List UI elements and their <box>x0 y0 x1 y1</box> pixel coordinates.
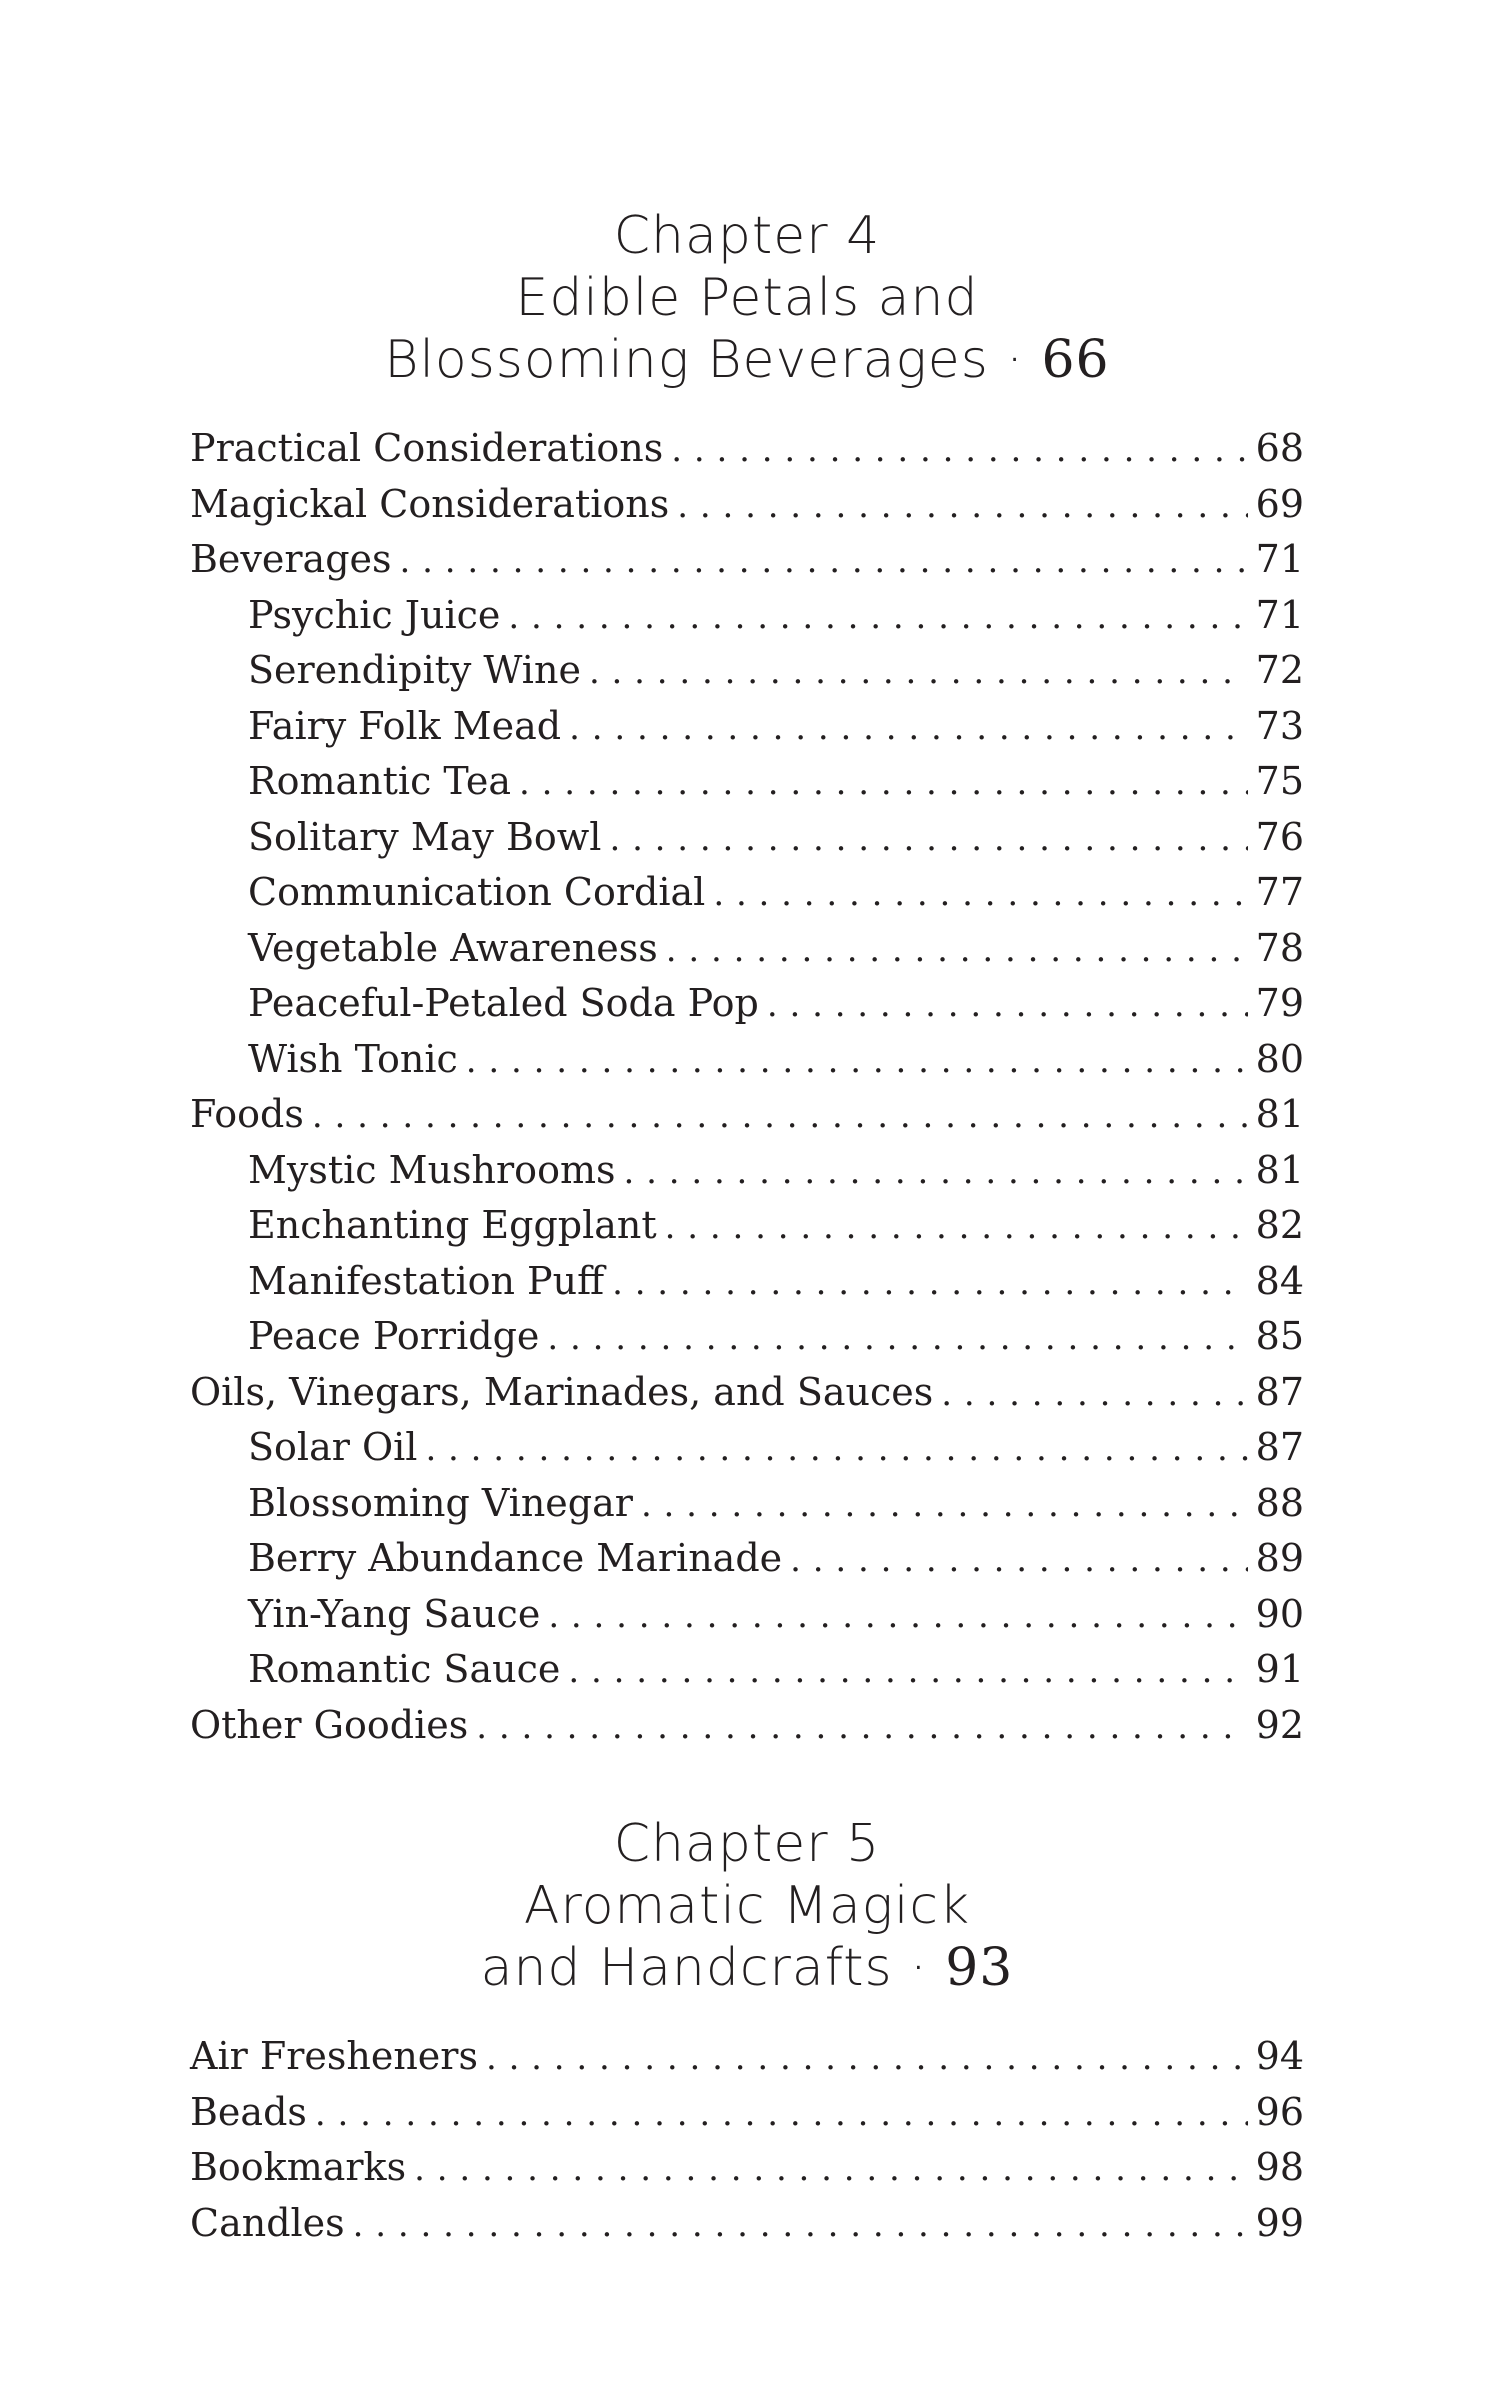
toc-entry-label: Oils, Vinegars, Marinades, and Sauces <box>190 1369 934 1414</box>
toc-entry <box>190 532 1304 588</box>
toc-page <box>190 205 1304 2251</box>
toc-entry-page: 84 <box>1255 1258 1304 1303</box>
toc-entry-page: 98 <box>1255 2145 1304 2189</box>
toc-entry-label: Solar Oil <box>248 1425 418 1469</box>
toc-entry <box>190 588 1304 644</box>
dot-leader <box>414 2142 1248 2197</box>
toc-entry-page: 94 <box>1255 2034 1304 2078</box>
toc-entry-page: 91 <box>1255 1647 1304 1691</box>
chapter-4-title-line-2 <box>190 329 1304 391</box>
chapter-4-title-line-1: Edible Petals and <box>515 268 979 328</box>
toc-entry-label: Yin-Yang Sauce <box>248 1591 541 1636</box>
toc-entry-page: 69 <box>1255 481 1304 526</box>
toc-entry-page: 85 <box>1255 1314 1304 1358</box>
chapter-4-separator: · <box>1006 330 1024 390</box>
dot-leader <box>941 1367 1247 1422</box>
dot-leader <box>641 1478 1248 1533</box>
toc-entry-page: 92 <box>1255 1702 1304 1747</box>
toc-entry-label: Candles <box>190 2200 345 2245</box>
chapter-5-number: Chapter 5 <box>613 1814 881 1874</box>
toc-entry-label: Peaceful-Petaled Soda Pop <box>248 981 759 1025</box>
toc-entry-page: 71 <box>1255 537 1304 581</box>
toc-entry <box>190 754 1304 810</box>
toc-entry-page: 75 <box>1255 759 1304 803</box>
toc-entry <box>190 421 1304 477</box>
toc-entry-page: 73 <box>1255 703 1304 748</box>
toc-entry-page: 90 <box>1255 1591 1304 1636</box>
toc-entry <box>190 1365 1304 1421</box>
dot-leader <box>569 701 1248 756</box>
toc-entry-label: Beverages <box>190 537 392 581</box>
toc-entry-page: 79 <box>1255 981 1304 1025</box>
toc-entry <box>190 2029 1304 2085</box>
chapter-5-entries <box>190 2029 1304 2251</box>
dot-leader <box>623 1145 1247 1200</box>
dot-leader <box>400 534 1248 589</box>
dot-leader <box>767 978 1248 1033</box>
chapter-4-page: 66 <box>1041 330 1110 390</box>
toc-entry-page: 76 <box>1255 814 1304 859</box>
dot-leader <box>568 1644 1247 1699</box>
dot-leader <box>665 1200 1248 1255</box>
toc-entry-label: Romantic Tea <box>248 759 511 803</box>
toc-entry-label: Foods <box>190 1092 304 1136</box>
toc-entry-page: 88 <box>1255 1480 1304 1525</box>
dot-leader <box>589 645 1248 700</box>
toc-entry <box>190 921 1304 977</box>
toc-entry <box>190 1087 1304 1143</box>
toc-entry-page: 87 <box>1255 1369 1304 1414</box>
dot-leader <box>609 812 1247 867</box>
dot-leader <box>713 867 1247 922</box>
toc-entry <box>190 810 1304 866</box>
toc-entry-page: 77 <box>1255 870 1304 914</box>
toc-entry <box>190 1143 1304 1199</box>
dot-leader <box>466 1034 1248 1089</box>
toc-entry-label: Practical Considerations <box>190 426 664 470</box>
toc-entry-page: 96 <box>1255 2089 1304 2134</box>
toc-entry <box>190 1476 1304 1532</box>
chapter-5-title-line-2 <box>190 1937 1304 1999</box>
toc-entry-page: 72 <box>1255 648 1304 692</box>
chapter-4-entries <box>190 421 1304 1753</box>
toc-entry-label: Communication Cordial <box>248 870 706 914</box>
toc-entry-label: Wish Tonic <box>248 1036 458 1081</box>
toc-entry-label: Bookmarks <box>190 2145 407 2189</box>
dot-leader <box>790 1533 1248 1588</box>
toc-entry-page: 71 <box>1255 592 1304 637</box>
toc-entry-label: Solitary May Bowl <box>248 814 602 859</box>
chapter-5-title-text: and Handcrafts <box>480 1938 893 1998</box>
toc-entry-label: Vegetable Awareness <box>248 925 658 970</box>
toc-entry-label: Berry Abundance Marinade <box>248 1536 783 1580</box>
toc-entry-label: Psychic Juice <box>248 592 501 637</box>
toc-entry-label: Fairy Folk Mead <box>248 703 562 748</box>
toc-entry <box>190 1531 1304 1587</box>
toc-entry <box>190 2085 1304 2141</box>
toc-entry <box>190 1420 1304 1476</box>
toc-entry-page: 68 <box>1255 426 1304 470</box>
toc-entry <box>190 1309 1304 1365</box>
toc-entry <box>190 2196 1304 2252</box>
toc-entry <box>190 643 1304 699</box>
toc-entry <box>190 2140 1304 2196</box>
toc-entry <box>190 477 1304 533</box>
toc-entry <box>190 1032 1304 1088</box>
toc-entry-label: Serendipity Wine <box>248 648 581 692</box>
dot-leader <box>425 1422 1247 1477</box>
dot-leader <box>486 2031 1248 2086</box>
toc-entry-page: 81 <box>1255 1092 1304 1136</box>
toc-entry-label: Romantic Sauce <box>248 1647 561 1691</box>
dot-leader <box>666 923 1248 978</box>
toc-entry-label: Beads <box>190 2089 307 2134</box>
toc-entry-page: 87 <box>1255 1425 1304 1469</box>
toc-entry-label: Manifestation Puff <box>248 1258 605 1303</box>
toc-entry-label: Air Fresheners <box>190 2034 478 2078</box>
chapter-4-title-text: Blossoming Beverages <box>384 330 989 390</box>
toc-entry-page: 78 <box>1255 925 1304 970</box>
toc-entry <box>190 976 1304 1032</box>
toc-entry-label: Blossoming Vinegar <box>248 1480 633 1525</box>
chapter-5-heading <box>190 1813 1304 1999</box>
toc-entry <box>190 1698 1304 1754</box>
toc-entry <box>190 1198 1304 1254</box>
toc-entry <box>190 1587 1304 1643</box>
toc-entry-label: Enchanting Eggplant <box>248 1203 657 1247</box>
dot-leader <box>612 1256 1248 1311</box>
toc-entry-page: 89 <box>1255 1536 1304 1580</box>
dot-leader <box>548 1589 1247 1644</box>
dot-leader <box>519 756 1248 811</box>
dot-leader <box>312 1089 1248 1144</box>
chapter-5-separator: · <box>910 1938 928 1998</box>
chapter-4-heading <box>190 205 1304 391</box>
toc-entry <box>190 1254 1304 1310</box>
chapter-5-title-line-1: Aromatic Magick <box>523 1876 971 1936</box>
dot-leader <box>671 423 1247 478</box>
toc-entry-page: 80 <box>1255 1036 1304 1081</box>
toc-entry-label: Mystic Mushrooms <box>248 1147 616 1192</box>
dot-leader <box>315 2087 1248 2142</box>
dot-leader <box>476 1700 1247 1755</box>
toc-entry <box>190 865 1304 921</box>
dot-leader <box>677 479 1247 534</box>
chapter-4-number: Chapter 4 <box>613 206 881 266</box>
toc-entry-label: Other Goodies <box>190 1702 469 1747</box>
toc-entry <box>190 699 1304 755</box>
dot-leader <box>508 590 1247 645</box>
chapter-5-page: 93 <box>945 1938 1014 1998</box>
toc-entry-page: 81 <box>1255 1147 1304 1192</box>
toc-entry-page: 82 <box>1255 1203 1304 1247</box>
toc-entry <box>190 1642 1304 1698</box>
toc-entry-label: Magickal Considerations <box>190 481 670 526</box>
toc-entry-label: Peace Porridge <box>248 1314 540 1358</box>
dot-leader <box>353 2198 1248 2253</box>
toc-entry-page: 99 <box>1255 2200 1304 2245</box>
dot-leader <box>547 1311 1247 1366</box>
